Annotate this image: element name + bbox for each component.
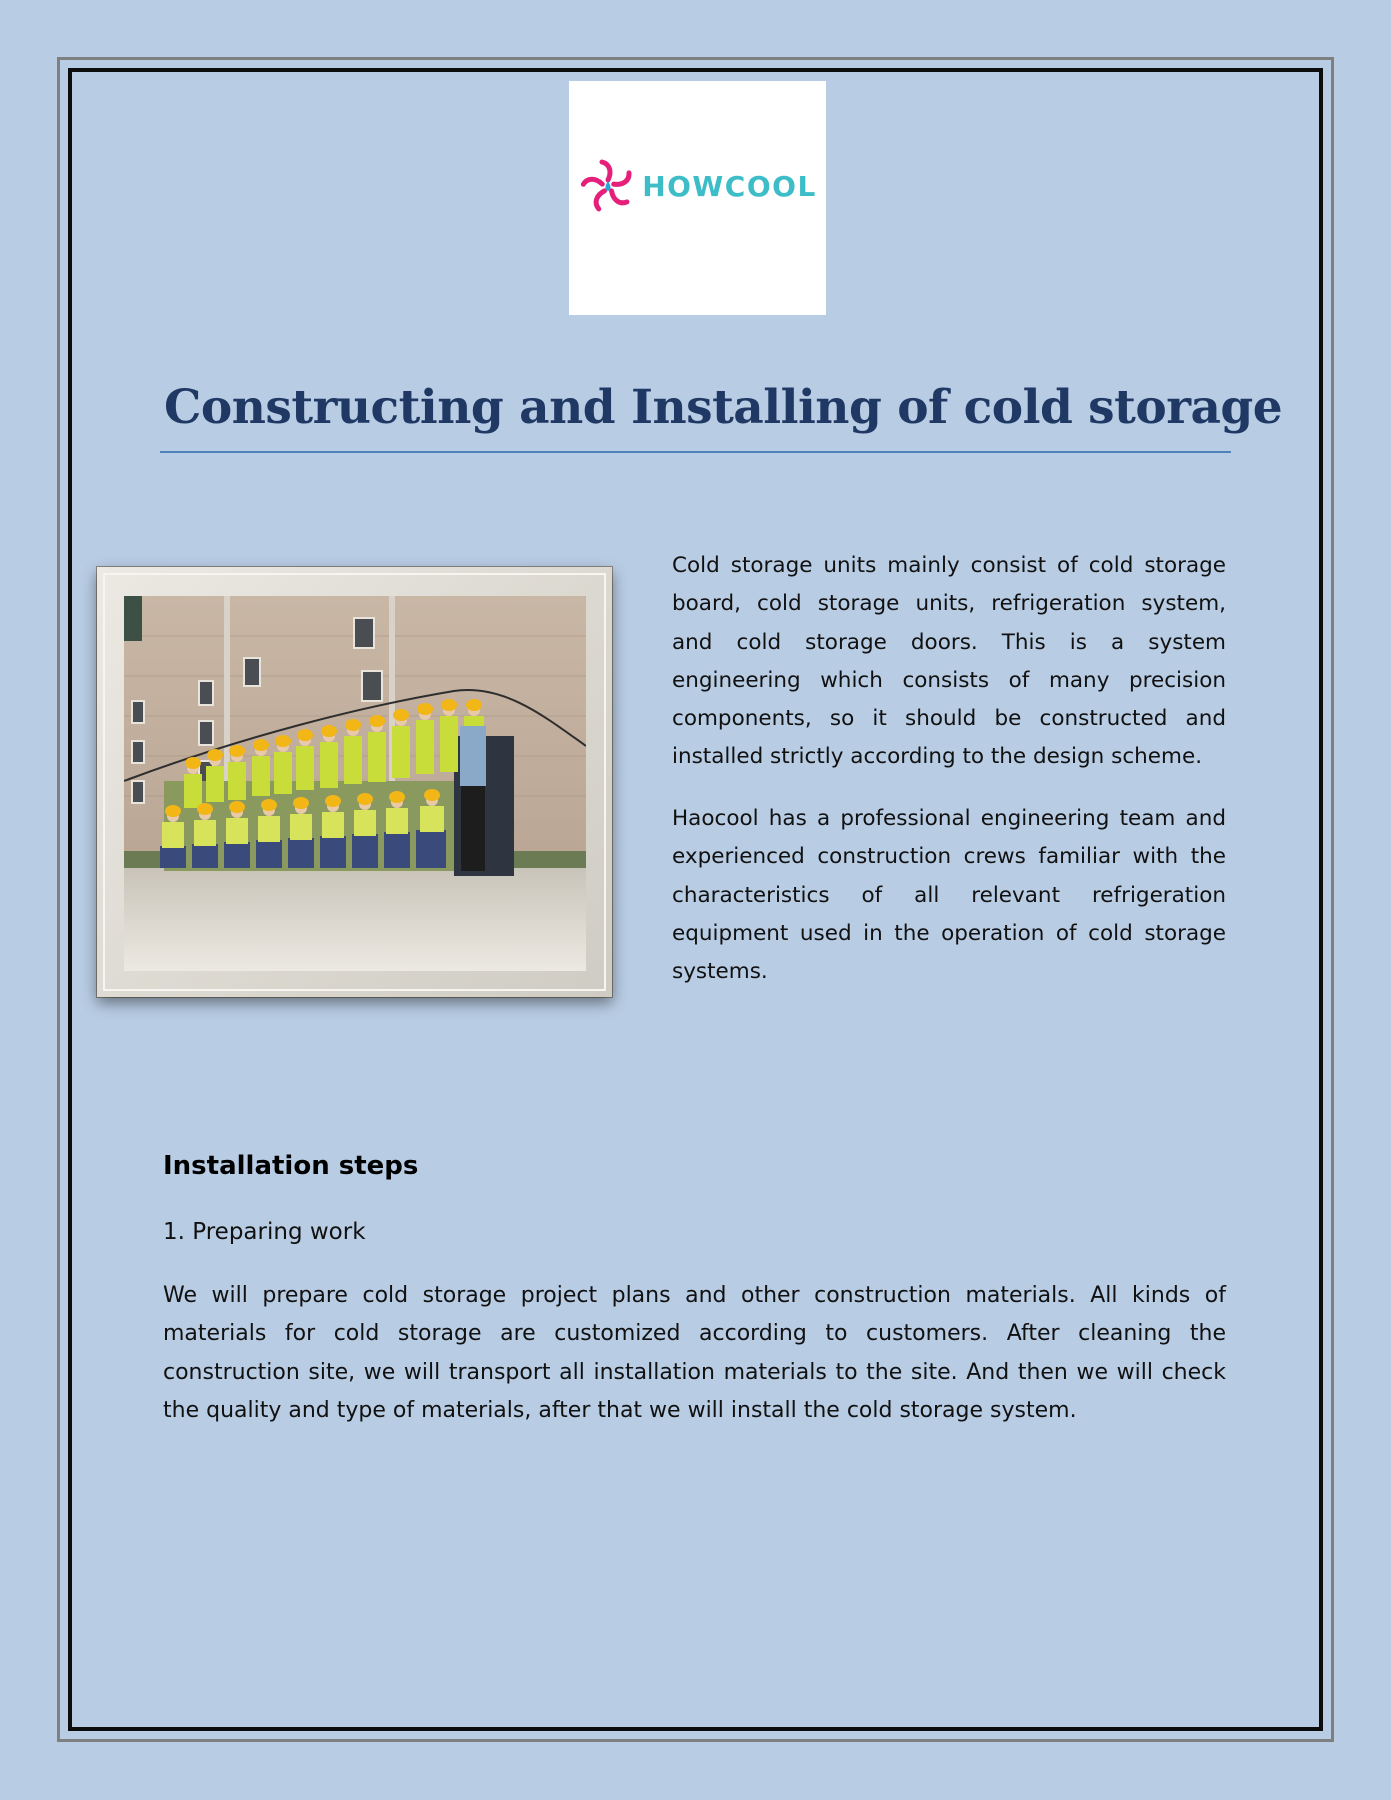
logo-inner bbox=[578, 156, 817, 216]
intro-paragraph-2: Haocool has a professional engineering team and experienced construction crews familiar with the characteristics of all relevant refrigeration equipment used in the operation of cold storage systems. bbox=[672, 806, 1226, 985]
logo-wordmark: HOWCOOL bbox=[642, 169, 817, 203]
section-heading: Installation steps bbox=[163, 1151, 419, 1181]
pinwheel-icon bbox=[578, 156, 638, 216]
photo-frame bbox=[97, 567, 612, 997]
company-logo bbox=[569, 81, 826, 315]
page-title: Constructing and Installing of cold storage bbox=[164, 380, 1283, 435]
team-photo bbox=[124, 596, 586, 971]
intro-paragraph-1: Cold storage units mainly consist of cold storage board, cold storage units, refrigeration system, and cold storage doors. This is a system engineering which consists of many precision components, so it should be constructed and installed strictly according to the design scheme. bbox=[672, 553, 1226, 770]
team-photo-illustration bbox=[124, 596, 586, 971]
step-body-paragraph: We will prepare cold storage project plans and other construction materials. All kinds of materials for cold storage are customized according to customers. After cleaning the construction site, we will transport all installation materials to the site. And then we will check the quality and type of materials, after that we will install the cold storage system. bbox=[163, 1283, 1226, 1423]
step-title: 1. Preparing work bbox=[163, 1219, 366, 1245]
title-underline bbox=[160, 451, 1231, 453]
